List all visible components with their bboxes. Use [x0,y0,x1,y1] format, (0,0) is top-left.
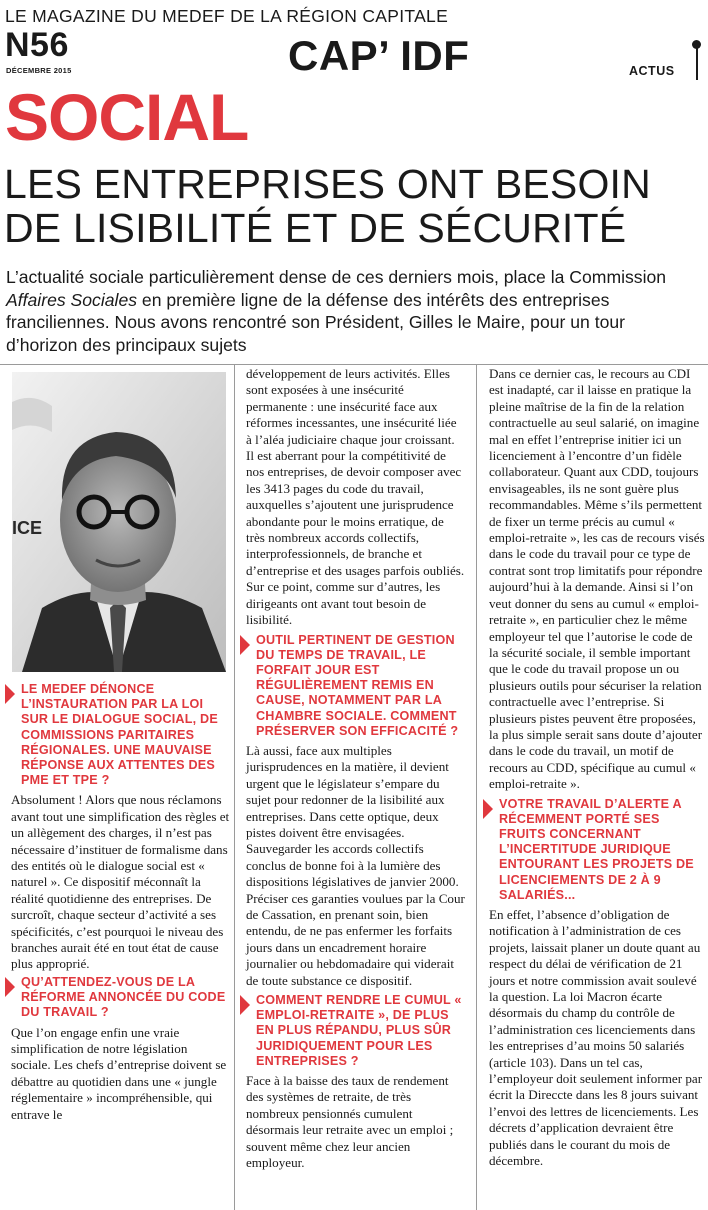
triangle-bullet-icon [483,799,493,819]
section-divider [0,364,708,365]
question-heading [5,682,230,788]
magazine-title: LE MAGAZINE DU MEDEF DE LA RÉGION CAPITALE [5,6,449,26]
portrait-photo [12,372,226,672]
answer-paragraph: Là aussi, face aux multiples jurisprudences en la matière, il devient urgent que le législateur s’empare du sujet pour redonner de la lisibilité aux entreprises. Dans cette optique, deux pistes doivent être envisagées. Sauvegarder les accords collectifs conclus de bonne foi à la lumière des dispositions législatives de janvier 2000. Préciser ces garanties voulues par la Cour de Cassation, en prenant soin, bien entendu, de ne pas enfermer les forfaits jours dans un encadrement horaire journalier ou hebdomadaire qui viderait de toute substance ce dispositif. [246,742,465,988]
intro-text-2: en première ligne de la défense des intérêts des entreprises franciliennes. Nous avons rencontré son Président, Gilles le Maire, pour un tour d’horizon des principaux sujets [6,289,626,355]
question-heading [240,633,465,739]
question-heading [5,975,230,1021]
answer-paragraph: Absolument ! Alors que nous réclamons avant tout une simplification des règles et un allègement des charges, il n’est pas nécessaire d’instituer de formalisme dans des entités où le dialogue social est « naturel ». Ce dispositif méconnaît la réalité quotidienne des entreprises. De surcroît, chaque secteur d’activité a ses spécificités, c’est pourquoi le niveau des branches aurait été en tout état de cause plus approprié. [11,792,230,972]
column-divider [234,364,235,1210]
issue-date: DÉCEMBRE 2015 [6,66,72,75]
answer-paragraph: Dans ce dernier cas, le recours au CDI est inadapté, car il laisse en pratique la pleine maîtrise de la fin de la relation contractuelle au seul salarié, on imagine mal en effet l’entreprise initier ici un licenciement à l’encontre d’un fidèle collaborateur. Quant aux CDD, toujours envisageables, ils ne sont guère plus recommandables. Même s’ils permettent de fixer un terme précis au cumul « emploi-retraite », les cas de recours visés dans le code du travail pour ce type de contrat sont trop limitatifs pour répondre aujourd’hui à la demande. Ainsi si l’on veut donner du sens au cumul « emploi-retraite », en particulier chez le même employeur tel que l’autorise le code de la sécurité sociale, il semble important que le code du travail propose un ou plusieurs outils pour sécuriser la relation contractuelle avec l’entreprise. Si plusieurs pistes peuvent être proposées, la plus simple serait sans doute d’ajouter dans le code du travail, un motif de recours au CDD, spécifique au cumul « emploi-retraite ». [489,366,705,792]
header-rule-dot [692,40,701,49]
rubric-label: ACTUS [629,64,675,78]
intro-emphasis: Affaires Sociales [6,289,138,310]
intro-text-1: L’actualité sociale particulièrement dense de ces derniers mois, place la Commission [6,267,667,287]
magazine-logo: CAP’ IDF [288,32,470,79]
question-text: COMMENT RENDRE LE CUMUL « EMPLOI-RETRAITE », DE PLUS EN PLUS RÉPANDU, PLUS SÛR JURIDIQUEMENT POUR LES ENTREPRISES ? [256,993,462,1068]
wall-text: ICE [12,518,43,538]
column-divider [476,364,477,1210]
question-text: LE MEDEF DÉNONCE L’INSTAURATION PAR LA LOI SUR LE DIALOGUE SOCIAL, DE COMMISSIONS PARITAIRES RÉGIONALES. UNE MAUVAISE RÉPONSE AUX ATTENTES DES PME ET TPE ? [21,682,218,788]
article-column-3 [483,366,705,1208]
triangle-bullet-icon [5,684,15,704]
question-text: OUTIL PERTINENT DE GESTION DU TEMPS DE TRAVAIL, LE FORFAIT JOUR EST RÉGULIÈREMENT REMIS EN CAUSE, NOTAMMENT PAR LA CHAMBRE SOCIALE. COMMENT PRÉSERVER SON EFFICACITÉ ? [256,632,459,738]
section-title: SOCIAL [5,80,249,154]
portrait-illustration [12,372,226,672]
article-column-2 [240,366,465,1208]
triangle-bullet-icon [240,995,250,1015]
answer-paragraph: développement de leurs activités. Elles sont exposées à une insécurité permanente : une insécurité face aux réformes incessantes, une insécurité liée à l’aléa judiciaire chaque jour croissant. Il est aberrant pour la compétitivité de nos entreprises, de devoir composer avec les 3413 pages du code du travail, auxquelles s’ajoutent une jurisprudence abondante pour le moins erratique, de très nombreux accords collectifs, interprofessionnels, de branche et d’entreprise et des usages parfois oubliés. Sur ce point, comme sur d’autres, les dirigeants ont avant tout besoin de lisibilité. [246,366,465,628]
issue-number: N56 [5,26,69,64]
answer-paragraph: En effet, l’absence d’obligation de notification à l’administration de ces projets, laissait planer un doute quant au respect du délai de vérification de 21 jours et notre commission avait soulevé la question. La loi Macron écarte désormais du champ du contrôle de l’administration ces licenciements dans les entreprises d’au moins 50 salariés (article 103). Dans un tel cas, l’employeur doit seulement informer par écrit la Direccte dans les 8 jours suivant l’envoi des lettres de licenciements. Les décrets d’application devraient être publiés dans le courant du mois de décembre. [489,906,703,1169]
triangle-bullet-icon [240,635,250,655]
header-rule [696,44,698,80]
answer-paragraph: Que l’on engage enfin une vraie simplification de notre législation sociale. Les chefs d’entreprise doivent se débattre au quotidien dans une « jungle réglementaire » incompréhensible, qui entrave le [11,1024,227,1122]
answer-paragraph: Face à la baisse des taux de rendement des systèmes de retraite, de très nombreux pensionnés cumulent désormais leur retraite avec un emploi ; souvent même chez leur ancien employeur. [246,1073,454,1171]
question-text: QU’ATTENDEZ-VOUS DE LA RÉFORME ANNONCÉE DU CODE DU TRAVAIL ? [21,974,226,1020]
article-intro [6,266,696,356]
question-heading [483,797,705,903]
question-text: VOTRE TRAVAIL D’ALERTE A RÉCEMMENT PORTÉ SES FRUITS CONCERNANT L’INCERTITUDE JURIDIQUE ENTOURANT LES PROJETS DE LICENCIEMENTS DE 2 À 9 SALARIÉS... [499,796,694,902]
article-headline: LES ENTREPRISES ONT BESOIN DE LISIBILITÉ ET DE SÉCURITÉ [4,161,651,251]
question-heading [240,993,465,1069]
article-column-1 [5,680,230,1208]
triangle-bullet-icon [5,977,15,997]
